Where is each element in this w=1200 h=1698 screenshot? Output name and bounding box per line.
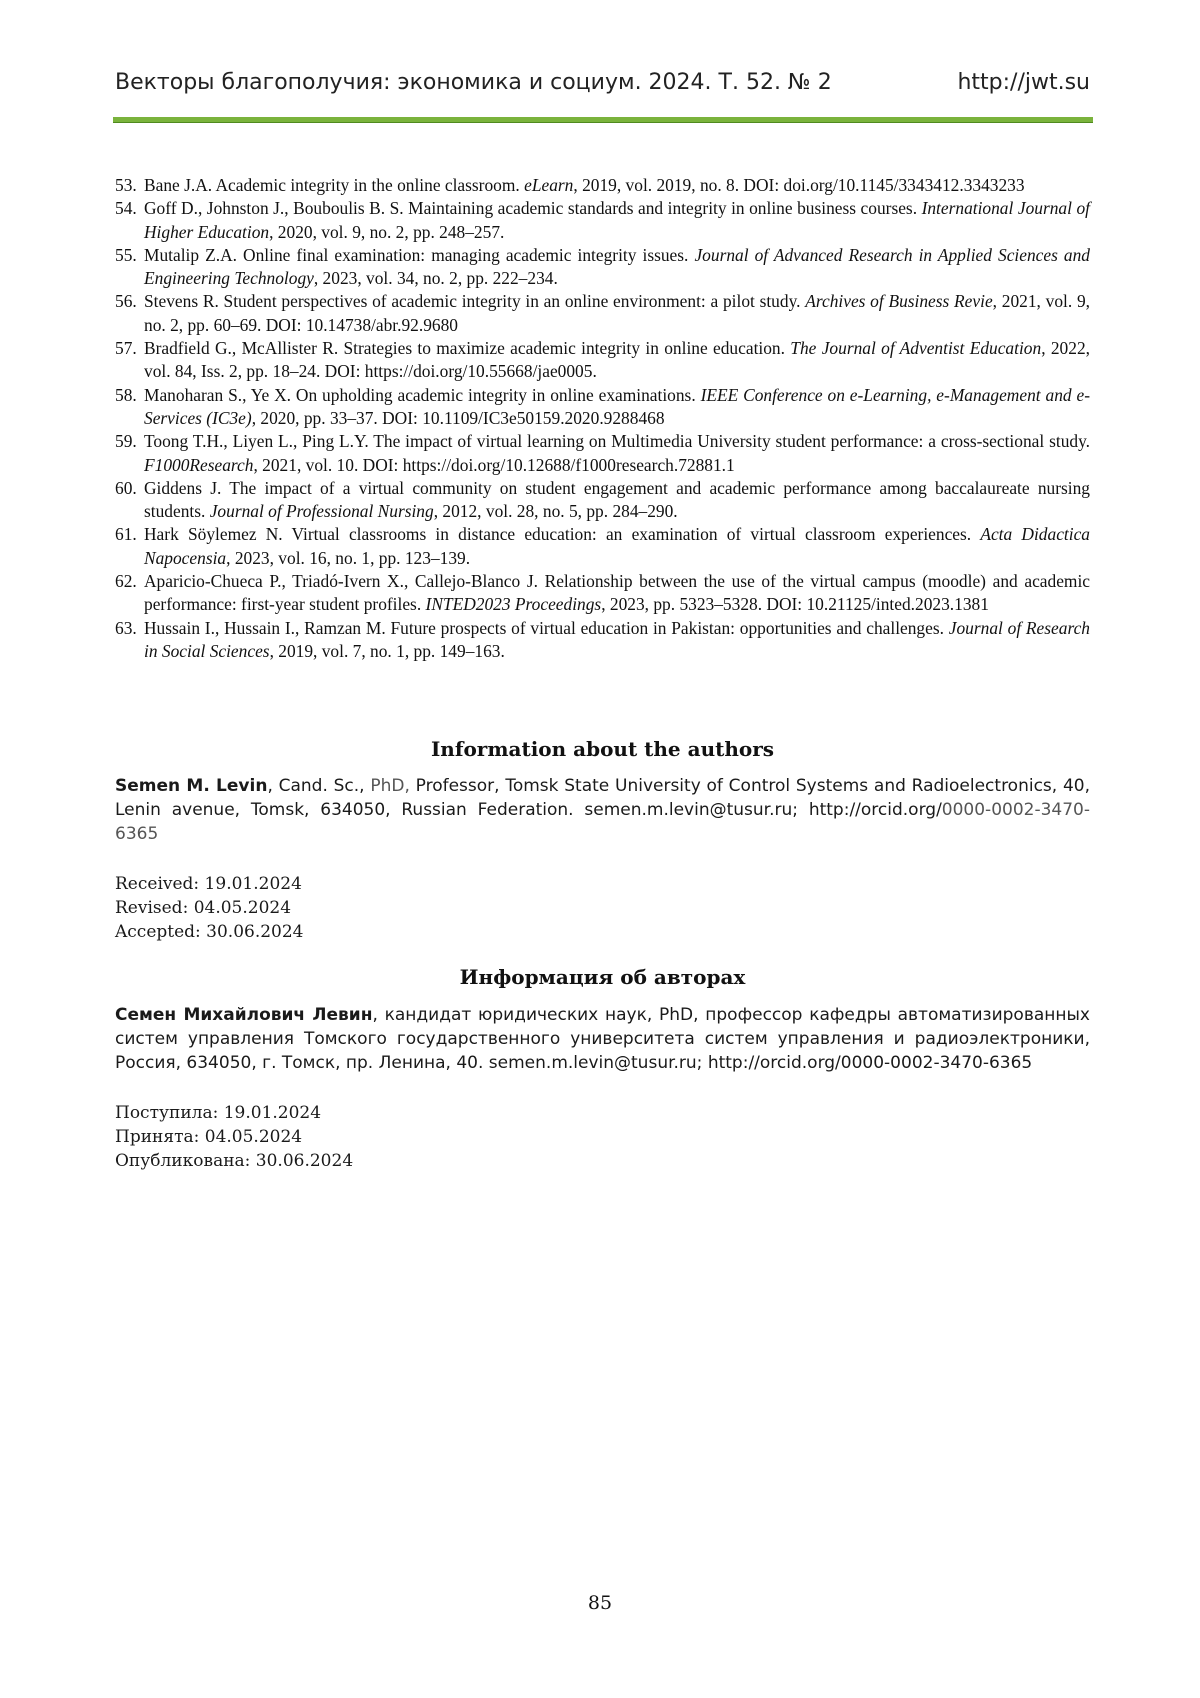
reference-text: Bane J.A. Academic integrity in the online classroom.	[144, 175, 525, 195]
dates-en	[115, 872, 515, 944]
reference-number: 54.	[115, 198, 137, 219]
reference-item	[115, 197, 1090, 244]
date-published-ru: Опубликована: 30.06.2024	[115, 1151, 354, 1171]
reference-number: 53.	[115, 175, 137, 195]
authors-heading-en: Information about the authors	[430, 737, 775, 761]
reference-item	[115, 430, 1090, 477]
reference-number: 62.	[115, 571, 137, 592]
reference-text: Goff D., Johnston J., Bouboulis B. S. Maintaining academic standards and integrity in online business courses.	[144, 198, 922, 219]
reference-text: , 2019, vol. 7, no. 1, pp. 149–163.	[269, 640, 505, 661]
reference-item	[115, 570, 1090, 617]
reference-text: , 2021, vol. 10. DOI: https://doi.org/10.12688/f1000research.72881.1	[253, 454, 735, 475]
reference-number: 61.	[115, 524, 137, 545]
reference-text: Manoharan S., Ye X. On upholding academic integrity in online examinations.	[144, 384, 701, 405]
reference-source: Journal of Professional Nursing	[209, 501, 434, 522]
reference-text: , 2020, vol. 9, no. 2, pp. 248–257.	[269, 221, 505, 242]
author-phd-en: PhD,	[370, 776, 410, 796]
reference-text: Toong T.H., Liyen L., Ping L.Y. The impact of virtual learning on Multimedia University student performance: a cross-sectional study.	[144, 431, 1090, 452]
reference-number: 63.	[115, 617, 137, 638]
reference-source: Journal of Research in Social Sciences	[144, 617, 1090, 661]
reference-source: International Journal of Higher Education	[144, 198, 1090, 242]
reference-number: 59.	[115, 431, 137, 452]
reference-text: Hussain I., Hussain I., Ramzan M. Future prospects of virtual education in Pakistan: opportunities and challenges.	[144, 617, 949, 638]
reference-text: , 2023, vol. 34, no. 2, pp. 222–234.	[313, 268, 558, 289]
reference-source: F1000Research	[144, 454, 254, 475]
reference-item	[115, 384, 1090, 431]
reference-text: Bradfield G., McAllister R. Strategies to maximize academic integrity in online education.	[144, 338, 791, 359]
reference-text: Stevens R. Student perspectives of academic integrity in an online environment: a pilot study.	[144, 291, 806, 312]
reference-number: 60.	[115, 477, 137, 498]
authors-heading-ru: Информация об авторах	[459, 965, 746, 989]
journal-title: Векторы благополучия: экономика и социум. 2024. Т. 52. № 2	[115, 70, 832, 95]
reference-item	[115, 523, 1090, 570]
author-name-ru: Семен Михайлович Левин	[115, 1005, 373, 1025]
running-head	[115, 70, 1090, 104]
author-orcid-en[interactable]: 0000-0002-3470-6365	[115, 800, 1090, 844]
reference-text: , 2023, pp. 5323–5328. DOI: 10.21125/inted.2023.1381	[601, 594, 989, 615]
reference-text: , 2021, vol. 9, no. 2, pp. 60–69. DOI: 10.14738/abr.92.9680	[144, 291, 1090, 335]
reference-source: Journal of Advanced Research in Applied Sciences and Engineering Technology	[144, 244, 1090, 289]
reference-source: The Journal of Adventist Education	[790, 338, 1042, 359]
reference-item	[115, 290, 1090, 337]
author-degree-en: , Cand. Sc.,	[267, 776, 371, 796]
reference-text: , 2020, pp. 33–37. DOI: 10.1109/IC3e50159.2020.9288468	[251, 407, 665, 428]
reference-item	[115, 244, 1090, 291]
author-details-en: Professor, Tomsk State University of Control Systems and Radioelectronics, 40, Lenin avenue, Tomsk, 634050, Russian Federation. semen.m.levin@tusur.ru; http://orcid.org/	[115, 776, 1090, 820]
dates-ru	[115, 1101, 515, 1173]
reference-item	[115, 477, 1090, 524]
reference-number: 58.	[115, 384, 137, 405]
reference-text: , 2023, vol. 16, no. 1, pp. 123–139.	[226, 547, 471, 568]
reference-source: Archives of Business Revie	[805, 291, 993, 312]
reference-source: eLearn	[524, 175, 574, 195]
author-info-en	[115, 774, 1090, 846]
date-received-ru: Поступила: 19.01.2024	[115, 1103, 322, 1123]
date-revised: Revised: 04.05.2024	[115, 898, 292, 918]
author-name-en: Semen M. Levin	[115, 776, 268, 796]
reference-text: Aparicio-Chueca P., Triadó-Ivern X., Callejo-Blanco J. Relationship between the use of the virtual campus (moodle) and academic performance: first-year student profiles.	[144, 571, 1090, 615]
date-received: Received: 19.01.2024	[115, 874, 302, 894]
reference-number: 57.	[115, 338, 137, 359]
reference-source: Acta Didactica Napocensia	[144, 524, 1090, 568]
reference-source: INTED2023 Proceedings	[425, 594, 602, 615]
date-accepted: Accepted: 30.06.2024	[115, 922, 304, 942]
reference-text: Hark Söylemez N. Virtual classrooms in distance education: an examination of virtual classroom experiences.	[144, 524, 981, 545]
reference-text: Mutalip Z.A. Online final examination: managing academic integrity issues.	[144, 244, 695, 265]
reference-item	[115, 174, 1090, 197]
header-rule	[113, 117, 1093, 123]
reference-item	[115, 337, 1090, 384]
author-details-ru: , кандидат юридических наук, PhD, профессор кафедры автоматизированных систем управления Томского государственного университета систем управления и радиоэлектроники, Россия, 634050, г. Томск, пр. Ленина, 40. semen.m.levin@tusur.ru; http://orcid.org/0000-0002-3470-6365	[115, 1005, 1090, 1073]
reference-text: , 2022, vol. 84, Iss. 2, pp. 18–24. DOI: https://doi.org/10.55668/jae0005.	[144, 338, 1090, 382]
reference-text: , 2019, vol. 2019, no. 8. DOI: doi.org/10.1145/3343412.3343233	[573, 175, 1025, 195]
reference-text: Giddens J. The impact of a virtual community on student engagement and academic performance among baccalaureate nursing students.	[144, 477, 1090, 522]
author-info-ru	[115, 1003, 1090, 1075]
reference-text: , 2012, vol. 28, no. 5, pp. 284–290.	[433, 501, 678, 522]
reference-source: IEEE Conference on e-Learning, e-Management and e-Services (IC3e)	[144, 384, 1090, 428]
reference-item	[115, 617, 1090, 664]
reference-list	[115, 174, 1090, 663]
reference-number: 56.	[115, 291, 137, 312]
reference-number: 55.	[115, 244, 137, 265]
page-number: 85	[587, 1592, 613, 1614]
journal-url[interactable]: http://jwt.su	[957, 70, 1090, 95]
date-accepted-ru: Принята: 04.05.2024	[115, 1127, 303, 1147]
